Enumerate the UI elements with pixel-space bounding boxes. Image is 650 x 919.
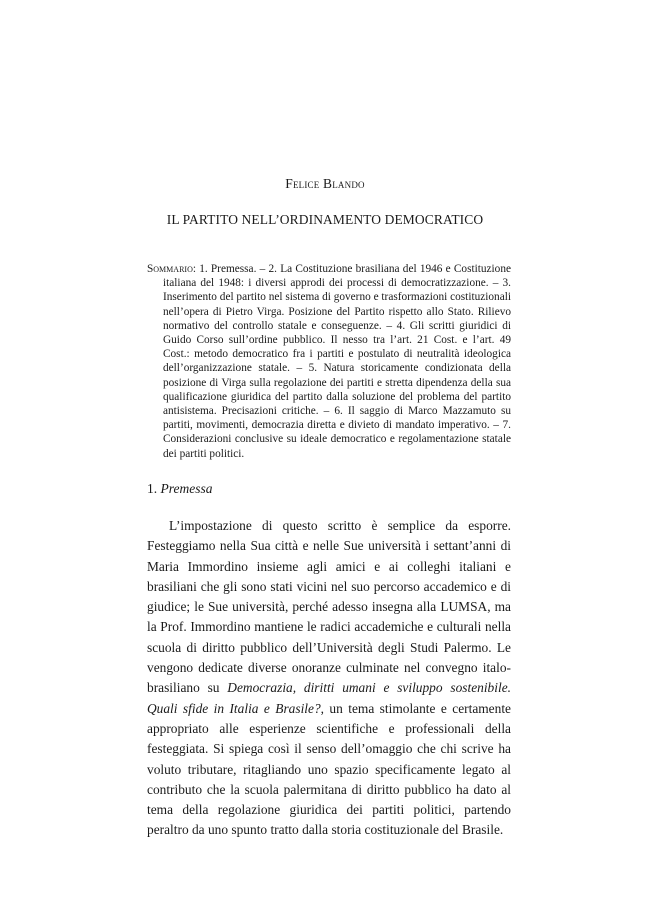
summary-paragraph — [147, 262, 511, 461]
body-text-part2: , un tema stimolante e certamente appropriato alle esperienze scientifiche e professionali della festeggiata. Si spiega così il senso dell’omaggio che chi scrive ha voluto tributare, ritagliando uno spazio specificamente legato al contributo che la scuola palermitana di diritto pubblico ha dato al tema della regolazione giuridica dei partiti politici, partendo peraltro da uno spunto tratto dalla storia costituzionale del Brasile. — [147, 700, 511, 838]
article-title: IL PARTITO NELL’ORDINAMENTO DEMOCRATICO — [166, 212, 484, 227]
body-text — [147, 516, 511, 841]
section-name: Premessa — [160, 481, 213, 496]
summary-label: Sommario — [147, 263, 193, 275]
conference-title: Democrazia, diritti umani e sviluppo sostenibile. Quali sfide in Italia e Brasile? — [147, 680, 511, 716]
section-heading — [147, 481, 213, 497]
author-name: Felice Blando — [285, 176, 365, 191]
summary-block — [147, 262, 511, 461]
body-text-part1: L’impostazione di questo scritto è semplice da esporre. Festeggiamo nella Sua città e nelle Sue università i settant’anni di Maria Immordino insieme agli amici e ai colleghi italiani e brasiliani che gli sono stati vicini nel suo percorso accademico e di giudice; le Sue università, perché adesso insegna alla LUMSA, ma la Prof. Immordino mantiene le radici accademiche e culturali nella scuola di diritto pubblico dell’Università degli Studi Palermo. Le vengono dedicate diverse onoranze culminate nel convegno italo-brasiliano su — [147, 518, 511, 696]
body-paragraph — [147, 516, 511, 841]
section-number: 1. — [147, 481, 158, 496]
summary-text: : 1. Premessa. – 2. La Costituzione brasiliana del 1946 e Costituzione italiana del 1948: i diversi approdi dei processi di democratizzazione. – 3. Inserimento del partito nel sistema di governo e trasformazioni costituzionali nell’opera di Pietro Virga. Posizione del Partito rispetto allo Stato. Rilievo normativo del controllo statale e conseguenze. – 4. Gli scritti giuridici di Guido Corso sull’ordine pubblico. Il nesso tra l’art. 21 Cost. e l’art. 49 Cost.: metodo democratico fra i partiti e postulato di neutralità ideologica dell’organizzazione statale. – 5. Natura storicamente condizionata della posizione di Virga sulla regolazione dei partiti e stretta dipendenza della sua qualificazione giuridica del partito dalla soluzione del problema del partito antisistema. Precisazioni critiche. – 6. Il saggio di Marco Mazzamuto su partiti, movimenti, democrazia diretta e divieto di mandato imperativo. – 7. Considerazioni conclusive su ideale democratico e regolamentazione statale dei partiti politici. — [163, 263, 511, 460]
